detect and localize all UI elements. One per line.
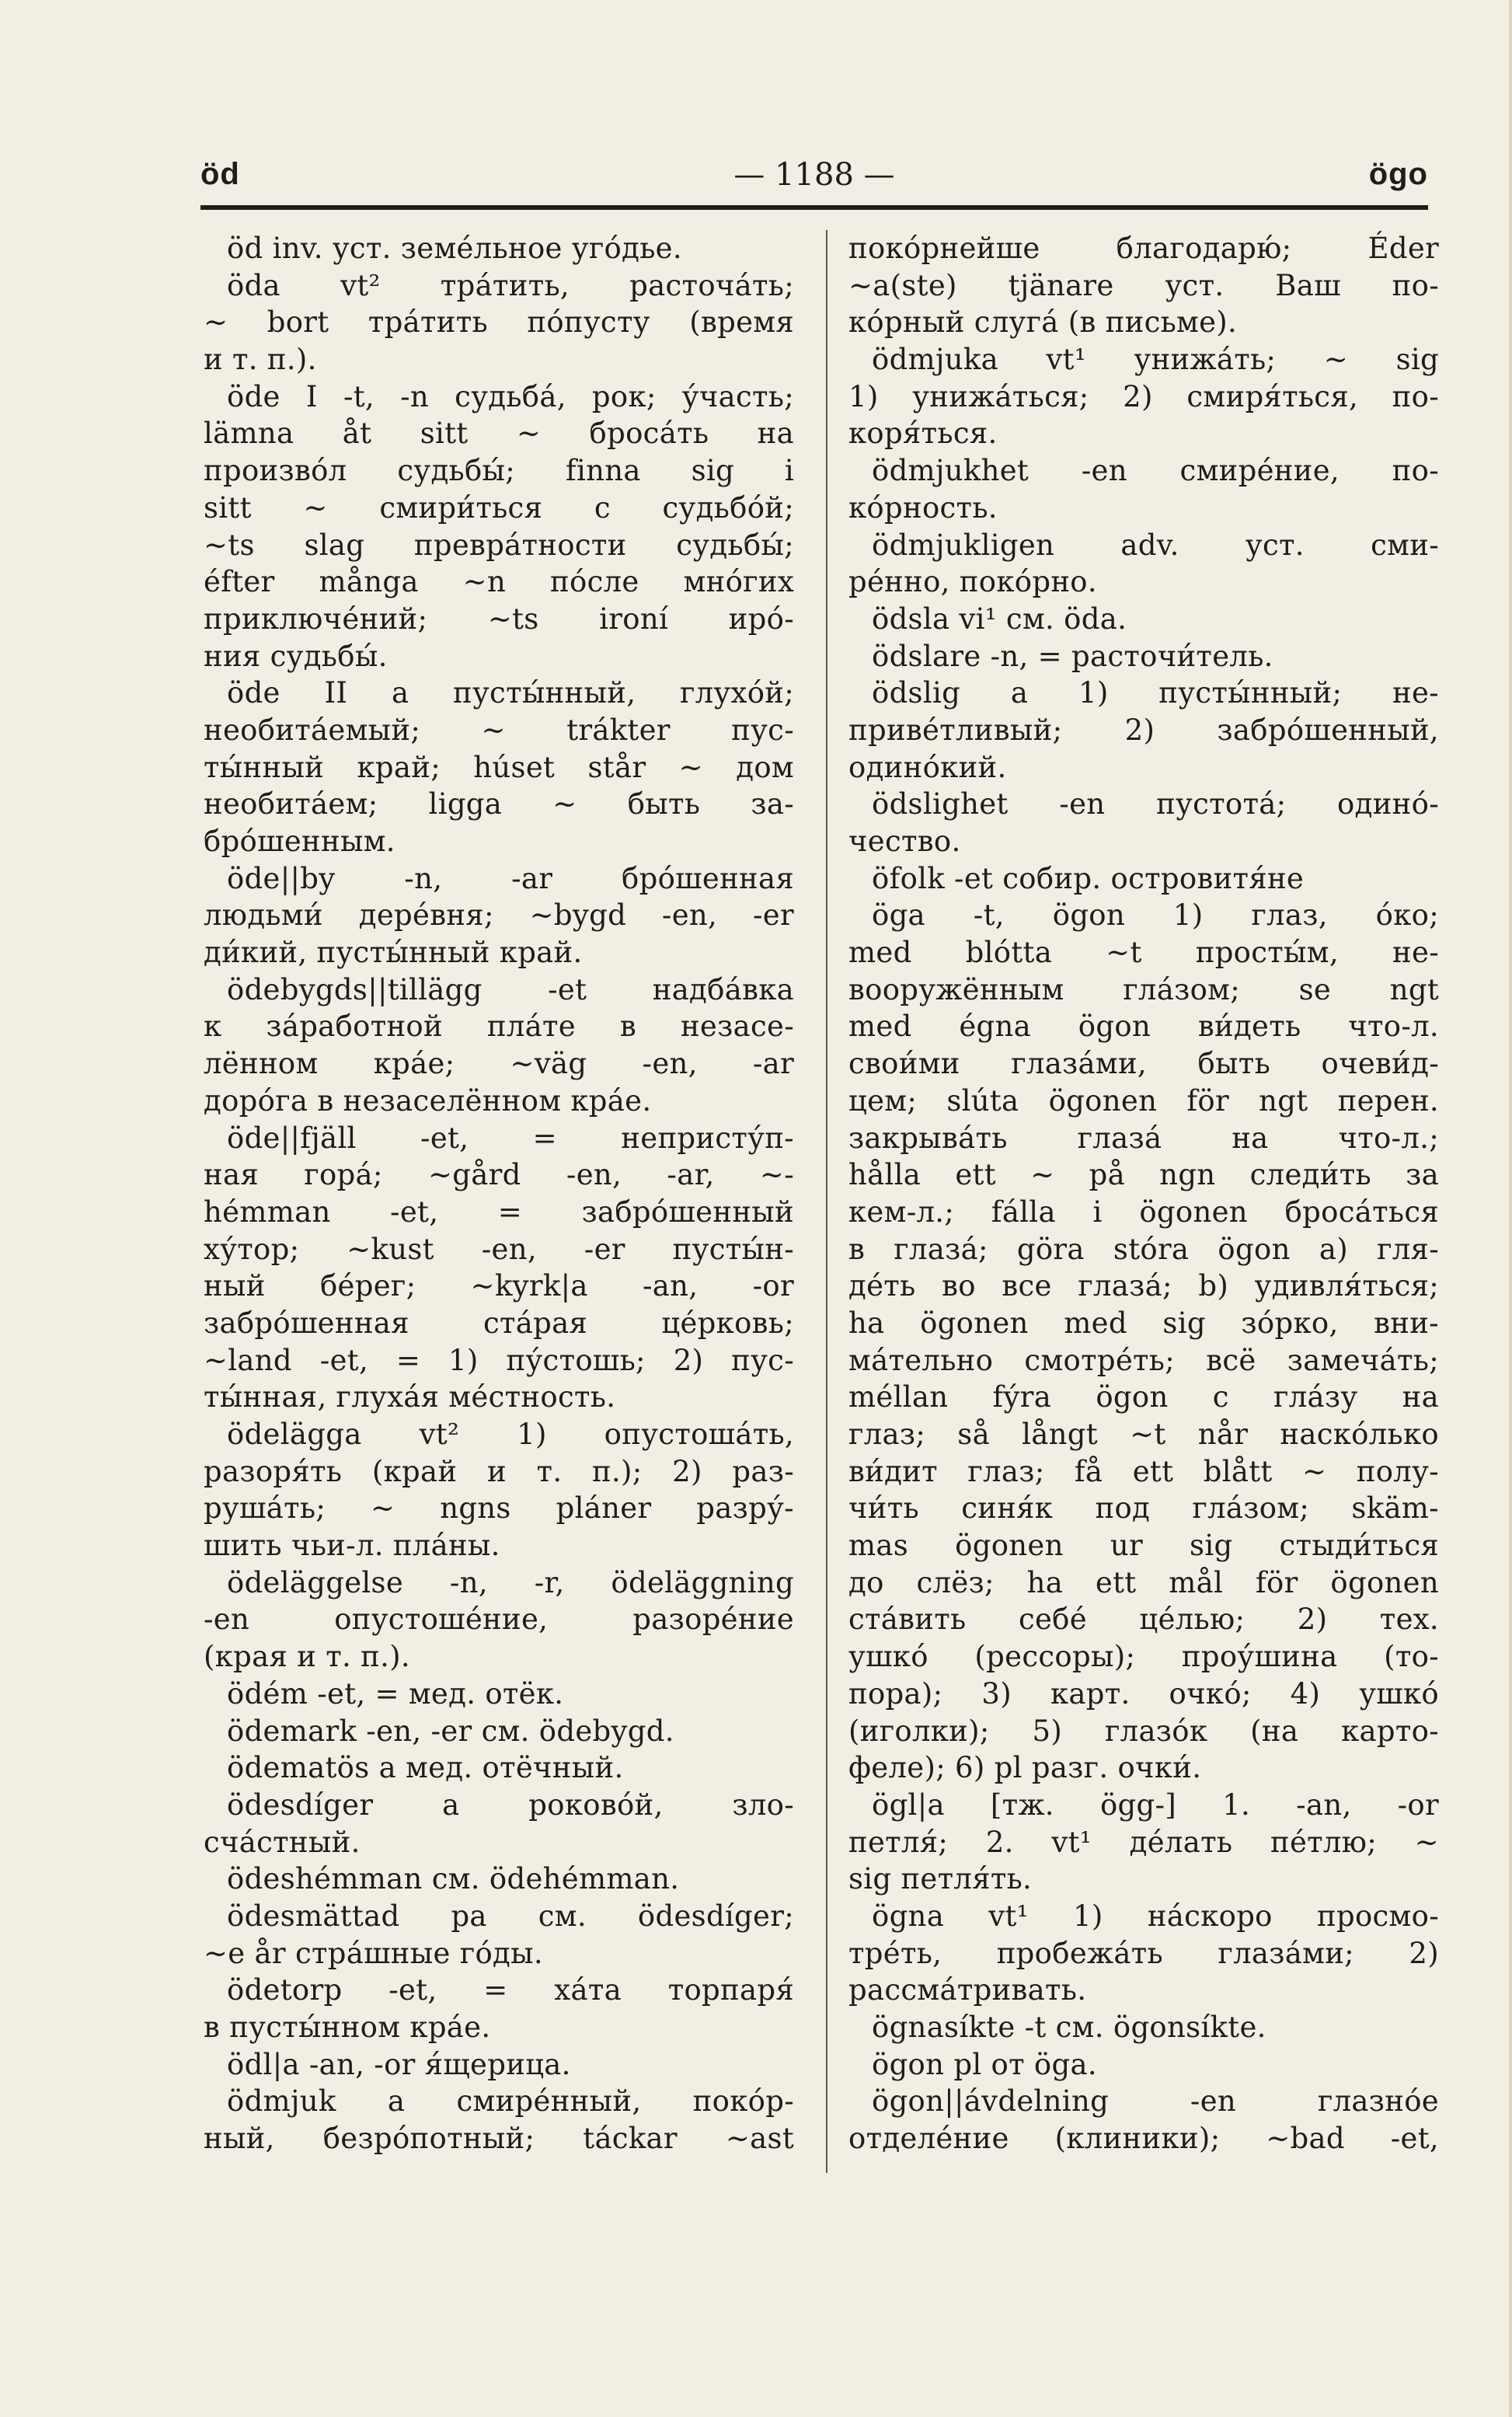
dictionary-line: закрыва́ть глаза́ на что-л.; xyxy=(848,1121,1439,1155)
dictionary-line: ödemark -en, -er см. ödebygd. xyxy=(227,1714,674,1748)
dictionary-line: к за́работной пла́те в незасе- xyxy=(204,1010,794,1044)
dictionary-line: до слёз; ha ett mål för ögonen xyxy=(848,1565,1439,1599)
dictionary-line: шить чьи-л. пла́ны. xyxy=(204,1529,500,1563)
dictionary-line: свои́ми глаза́ми, быть очеви́д- xyxy=(848,1047,1439,1081)
dictionary-line: lämna åt sitt ~ броса́ть на xyxy=(204,417,794,451)
dictionary-line: ödebygds||tillägg -et надба́вка xyxy=(227,972,794,1006)
dictionary-line: ögl|a [тж. ögg-] 1. -an, -or xyxy=(872,1787,1439,1822)
dictionary-line: тре́ть, пробежа́ть глаза́ми; 2) xyxy=(848,1936,1439,1970)
dictionary-line: ная гора́; ~gård -en, -ar, ~- xyxy=(204,1158,794,1192)
header-rule xyxy=(200,205,1428,210)
dictionary-line: öde||fjäll -et, = непристу́п- xyxy=(227,1121,794,1155)
right-guide-word: ögo xyxy=(1368,157,1428,191)
left-column xyxy=(204,230,794,2204)
dictionary-line: глаз; så långt ~t når наско́лько xyxy=(848,1418,1439,1451)
dictionary-line: в пусты́нном кра́е. xyxy=(204,2011,491,2044)
dictionary-line: (края и т. п.). xyxy=(204,1640,410,1674)
dictionary-line: ödeshémman см. ödehémman. xyxy=(227,1862,680,1896)
dictionary-line: ödematös a мед. отёчный. xyxy=(227,1751,624,1785)
dictionary-line: med blótta ~t просты́м, не- xyxy=(848,936,1439,970)
dictionary-line: и т. п.). xyxy=(204,343,317,377)
dictionary-line: ный, безро́потный; táckar ~ast xyxy=(204,2122,794,2156)
dictionary-line: éfter många ~n по́сле мно́гих xyxy=(204,565,794,599)
dictionary-line: ди́кий, пусты́нный край. xyxy=(204,936,583,970)
dictionary-line: забро́шенная ста́рая це́рковь; xyxy=(204,1306,794,1340)
dictionary-line: ögon||ávdelning -en глазно́е xyxy=(872,2084,1439,2119)
dictionary-line: öda vt² тра́тить, расточа́ть; xyxy=(227,268,794,302)
dictionary-line: öde II a пусты́нный, глухо́й; xyxy=(227,676,794,710)
dictionary-line: ha ögonen med sig зо́рко, вни- xyxy=(848,1306,1439,1340)
dictionary-line: произво́л судьбы́; finna sig i xyxy=(204,454,794,488)
dictionary-line: ~a(ste) tjänare уст. Ваш по- xyxy=(848,268,1439,302)
dictionary-line: ödslighet -en пустота́; одино́- xyxy=(872,787,1439,821)
dictionary-line: ödmjuk a смире́нный, поко́р- xyxy=(227,2084,794,2119)
dictionary-line: ты́нный край; húset står ~ дом xyxy=(204,750,794,784)
dictionary-line: кем-л.; fálla i ögonen броса́ться xyxy=(848,1195,1439,1229)
dictionary-line: ~ bort тра́тить по́пусту (время xyxy=(204,305,794,340)
dictionary-line: hémman -et, = забро́шенный xyxy=(204,1195,794,1229)
left-guide-word: öd xyxy=(200,157,240,191)
dictionary-line: ма́тельно смотре́ть; всё замеча́ть; xyxy=(848,1343,1439,1377)
dictionary-line: необита́ем; ligga ~ быть за- xyxy=(204,787,794,821)
dictionary-line: ушко́ (рессоры); проу́шина (то- xyxy=(848,1640,1439,1674)
dictionary-line: mas ögonen ur sig стыди́ться xyxy=(848,1529,1439,1563)
dictionary-line: ödelägga vt² 1) опустоша́ть, xyxy=(227,1418,794,1451)
dictionary-line: ста́вить себе́ це́лью; 2) тех. xyxy=(848,1603,1439,1637)
dictionary-line: разоря́ть (край и т. п.); 2) раз- xyxy=(204,1454,794,1488)
dictionary-line: ödesmättad pa см. ödesdíger; xyxy=(227,1899,794,1933)
dictionary-line: чество. xyxy=(848,825,961,858)
dictionary-line: sitt ~ смири́ться с судьбо́й; xyxy=(204,490,794,525)
dictionary-line: ödl|a -an, -or я́щерица. xyxy=(227,2047,571,2081)
dictionary-line: отделе́ние (клиники); ~bad -et, xyxy=(848,2122,1439,2156)
dictionary-line: ödsla vi¹ см. öda. xyxy=(872,602,1127,636)
dictionary-line: med égna ögon ви́деть что-л. xyxy=(848,1010,1439,1044)
dictionary-line: -en опустоше́ние, разоре́ние xyxy=(204,1603,794,1637)
dictionary-line: в глаза́; göra stóra ögon a) гля- xyxy=(848,1232,1439,1266)
dictionary-line: людьми́ дере́вня; ~bygd -en, -er xyxy=(204,898,794,933)
dictionary-line: приключе́ний; ~ts ironí иро́- xyxy=(204,602,794,636)
dictionary-line: ödém -et, = мед. отёк. xyxy=(227,1676,564,1711)
dictionary-line: де́ть во все глаза́; b) удивля́ться; xyxy=(848,1269,1439,1303)
dictionary-line: ödmjukligen adv. уст. сми- xyxy=(872,528,1439,562)
dictionary-line: ный бе́рег; ~kyrk|a -an, -or xyxy=(204,1269,794,1303)
dictionary-line: ре́нно, поко́рно. xyxy=(848,565,1097,599)
dictionary-line: лённом кра́е; ~väg -en, -ar xyxy=(204,1047,794,1081)
dictionary-line: ко́рность. xyxy=(848,490,998,525)
dictionary-line: ödetorp -et, = ха́та торпаря́ xyxy=(227,1973,794,2007)
dictionary-line: ви́дит глаз; få ett blått ~ полу- xyxy=(848,1454,1439,1488)
dictionary-line: феле); 6) pl разг. очки́. xyxy=(848,1751,1202,1785)
dictionary-line: рассма́тривать. xyxy=(848,1973,1087,2007)
dictionary-line: ~ts slag превра́тности судьбы́; xyxy=(204,528,794,562)
column-divider xyxy=(826,230,827,2173)
dictionary-line: öga -t, ögon 1) глаз, о́ко; xyxy=(872,898,1439,933)
dictionary-line: 1) унижа́ться; 2) смиря́ться, по- xyxy=(848,379,1439,413)
dictionary-line: руша́ть; ~ ngns pláner разру́- xyxy=(204,1491,794,1526)
dictionary-line: петля́; 2. vt¹ де́лать пе́тлю; ~ xyxy=(848,1825,1439,1859)
dictionary-line: ödslare -n, = расточи́тель. xyxy=(872,639,1273,673)
dictionary-line: чи́ть синя́к под гла́зом; skäm- xyxy=(848,1491,1439,1526)
dictionary-line: приве́тливый; 2) забро́шенный, xyxy=(848,713,1439,747)
dictionary-line: ния судьбы́. xyxy=(204,639,388,673)
dictionary-line: ögnasíkte -t см. ögonsíkte. xyxy=(872,2011,1266,2044)
dictionary-line: ты́нная, глуха́я ме́стность. xyxy=(204,1380,616,1414)
dictionary-line: пора); 3) карт. очко́; 4) ушко́ xyxy=(848,1676,1439,1711)
dictionary-line: бро́шенным. xyxy=(204,825,395,858)
dictionary-line: (иголки); 5) глазо́к (на карто- xyxy=(848,1714,1439,1748)
dictionary-line: ögna vt¹ 1) на́скоро просмо- xyxy=(872,1899,1439,1933)
dictionary-line: ödeläggelse -n, -r, ödeläggning xyxy=(227,1565,794,1599)
dictionary-line: ödmjukhet -en смире́ние, по- xyxy=(872,454,1439,488)
dictionary-line: ко́рный слуга́ (в письме). xyxy=(848,305,1238,340)
dictionary-line: поко́рнейше благодарю́; Éder xyxy=(848,232,1439,265)
dictionary-line: необита́емый; ~ trákter пус- xyxy=(204,713,794,747)
dictionary-line: ~land -et, = 1) пу́стошь; 2) пус- xyxy=(204,1343,794,1377)
dictionary-line: цем; slúta ögonen för ngt перен. xyxy=(848,1083,1439,1118)
dictionary-line: доро́га в незаселённом кра́е. xyxy=(204,1083,652,1118)
dictionary-line: öd inv. уст. земе́льное уго́дье. xyxy=(227,232,682,265)
dictionary-line: ödslig a 1) пусты́нный; не- xyxy=(872,676,1439,710)
dictionary-line: одино́кий. xyxy=(848,750,1007,784)
dictionary-line: ögon pl от öga. xyxy=(872,2047,1097,2081)
dictionary-line: ху́тор; ~kust -en, -er пусты́н- xyxy=(204,1232,794,1266)
page-number: — 1188 — xyxy=(733,157,895,193)
dictionary-line: sig петля́ть. xyxy=(848,1862,1033,1896)
dictionary-line: öde I -t, -n судьба́, рок; у́часть; xyxy=(227,379,794,413)
dictionary-line: öfolk -et собир. островитя́не xyxy=(872,861,1305,895)
dictionary-line: ödesdíger a роково́й, зло- xyxy=(227,1787,794,1822)
dictionary-line: коря́ться. xyxy=(848,417,998,451)
dictionary-line: ödmjuka vt¹ унижа́ть; ~ sig xyxy=(872,343,1439,377)
dictionary-line: ~e år стра́шные го́ды. xyxy=(204,1936,543,1970)
dictionary-line: méllan fýra ögon с гла́зу на xyxy=(848,1380,1439,1414)
dictionary-line: сча́стный. xyxy=(204,1825,361,1859)
dictionary-line: вооружённым гла́зом; se ngt xyxy=(848,972,1439,1006)
dictionary-line: hålla ett ~ på ngn следи́ть за xyxy=(848,1158,1439,1192)
dictionary-line: öde||by -n, -ar бро́шенная xyxy=(227,861,794,895)
right-column xyxy=(848,230,1439,2204)
